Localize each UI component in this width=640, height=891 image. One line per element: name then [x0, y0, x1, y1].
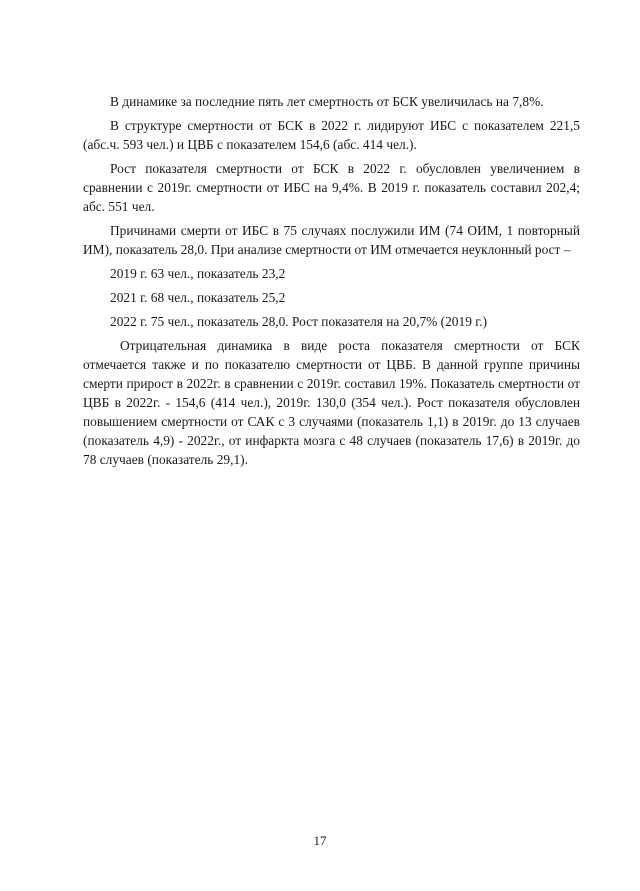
list-item-2019: 2019 г. 63 чел., показатель 23,2: [110, 266, 286, 281]
paragraph-growth: Рост показателя смертности от БСК в 2022 г. обусловлен увеличением в сравнении с 2019г. смертности от ИБС на 9,4%. В 2019 г. показатель составил 202,4; абс. 551 чел.: [83, 161, 580, 214]
paragraph-structure: В структуре смертности от БСК в 2022 г. лидируют ИБС с показателем 221,5 (абс.ч. 593 чел.) и ЦВБ с показателем 154,6 (абс. 414 чел.).: [83, 118, 580, 152]
list-item-2021: 2021 г. 68 чел., показатель 25,2: [110, 290, 286, 305]
list-item-2022: 2022 г. 75 чел., показатель 28,0. Рост показателя на 20,7% (2019 г.): [110, 314, 488, 329]
paragraph-causes: Причинами смерти от ИБС в 75 случаях послужили ИМ (74 ОИМ, 1 повторный ИМ), показатель 28,0. При анализе смертности от ИМ отмечается неуклонный рост –: [83, 223, 580, 257]
document-body: [83, 92, 580, 474]
paragraph-cvd: Отрицательная динамика в виде роста показателя смертности от БСК отмечается также и по показателю смертности от ЦВБ. В данной группе причины смерти прирост в 2022г. в сравнении с 2019г. составил 19%. Показатель смертности от ЦВБ в 2022г. - 154,6 (414 чел.), 2019г. 130,0 (354 чел.). Рост показателя обусловлен повышением смертности от САК с 3 случаями (показатель 1,1) в 2019г. до 13 случаев (показатель 4,9) - 2022г., от инфаркта мозга с 48 случаев (показатель 17,6) в 2019г. до 78 случаев (показатель 29,1).: [83, 338, 580, 467]
paragraph-dynamics: В динамике за последние пять лет смертность от БСК увеличилась на 7,8%.: [110, 94, 544, 109]
page-number: 17: [313, 833, 327, 848]
